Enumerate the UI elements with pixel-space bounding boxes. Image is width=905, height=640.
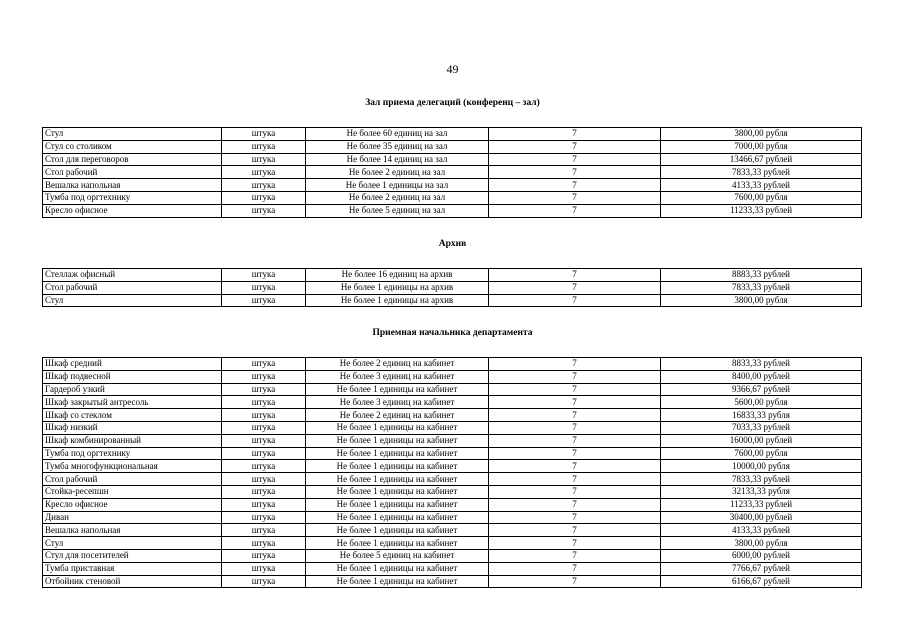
term-cell: 7: [489, 294, 661, 307]
unit-cell: штука: [222, 447, 306, 460]
price-cell: 8833,33 рублей: [661, 358, 862, 371]
price-cell: 7033,33 рублей: [661, 421, 862, 434]
norm-cell: Не более 2 единиц на кабинет: [306, 409, 489, 422]
term-cell: 7: [489, 128, 661, 141]
term-cell: 7: [489, 537, 661, 550]
term-cell: 7: [489, 549, 661, 562]
norm-cell: Не более 1 единицы на кабинет: [306, 562, 489, 575]
price-cell: 32133,33 рубля: [661, 485, 862, 498]
item-name-cell: Шкаф подвесной: [43, 370, 222, 383]
table-row: [43, 434, 862, 447]
item-name-cell: Кресло офисное: [43, 498, 222, 511]
price-cell: 7833,33 рублей: [661, 281, 862, 294]
term-cell: 7: [489, 396, 661, 409]
unit-cell: штука: [222, 269, 306, 282]
price-cell: 3800,00 рубля: [661, 128, 862, 141]
norm-cell: Не более 1 единицы на кабинет: [306, 485, 489, 498]
unit-cell: штука: [222, 370, 306, 383]
price-cell: 11233,33 рублей: [661, 204, 862, 217]
unit-cell: штука: [222, 204, 306, 217]
table-row: [43, 128, 862, 141]
unit-cell: штука: [222, 396, 306, 409]
item-name-cell: Стул для посетителей: [43, 549, 222, 562]
term-cell: 7: [489, 460, 661, 473]
table-row: [43, 358, 862, 371]
price-cell: 8400,00 рублей: [661, 370, 862, 383]
unit-cell: штука: [222, 434, 306, 447]
price-cell: 7600,00 рубля: [661, 191, 862, 204]
table-row: [43, 549, 862, 562]
price-cell: 7833,33 рублей: [661, 473, 862, 486]
table-row: [43, 294, 862, 307]
term-cell: 7: [489, 575, 661, 588]
term-cell: 7: [489, 409, 661, 422]
norm-cell: Не более 1 единицы на кабинет: [306, 511, 489, 524]
unit-cell: штука: [222, 524, 306, 537]
norm-cell: Не более 35 единиц на зал: [306, 140, 489, 153]
table-conference-hall: [42, 127, 862, 218]
item-name-cell: Вешалка напольная: [43, 524, 222, 537]
term-cell: 7: [489, 498, 661, 511]
table-row: [43, 281, 862, 294]
page-number: 49: [446, 62, 459, 76]
unit-cell: штука: [222, 409, 306, 422]
unit-cell: штука: [222, 485, 306, 498]
norm-cell: Не более 3 единиц на кабинет: [306, 370, 489, 383]
term-cell: 7: [489, 370, 661, 383]
item-name-cell: Стол рабочий: [43, 166, 222, 179]
price-cell: 16833,33 рубля: [661, 409, 862, 422]
unit-cell: штука: [222, 537, 306, 550]
unit-cell: штука: [222, 294, 306, 307]
term-cell: 7: [489, 485, 661, 498]
term-cell: 7: [489, 383, 661, 396]
norm-cell: Не более 1 единицы на кабинет: [306, 383, 489, 396]
unit-cell: штука: [222, 191, 306, 204]
item-name-cell: Шкаф со стеклом: [43, 409, 222, 422]
term-cell: 7: [489, 140, 661, 153]
price-cell: 3800,00 рубля: [661, 537, 862, 550]
item-name-cell: Стул: [43, 128, 222, 141]
item-name-cell: Тумба многофункциональная: [43, 460, 222, 473]
norm-cell: Не более 3 единиц на кабинет: [306, 396, 489, 409]
unit-cell: штука: [222, 575, 306, 588]
unit-cell: штука: [222, 358, 306, 371]
table-row: [43, 370, 862, 383]
table-row: [43, 537, 862, 550]
norm-cell: Не более 2 единиц на кабинет: [306, 358, 489, 371]
term-cell: 7: [489, 562, 661, 575]
item-name-cell: Стойка-ресепшн: [43, 485, 222, 498]
item-name-cell: Шкаф средний: [43, 358, 222, 371]
item-name-cell: Стол рабочий: [43, 281, 222, 294]
unit-cell: штука: [222, 511, 306, 524]
price-cell: 11233,33 рублей: [661, 498, 862, 511]
table-row: [43, 421, 862, 434]
item-name-cell: Тумба под оргтехнику: [43, 447, 222, 460]
table-row: [43, 204, 862, 217]
table-row: [43, 562, 862, 575]
norm-cell: Не более 2 единиц на зал: [306, 166, 489, 179]
norm-cell: Не более 14 единиц на зал: [306, 153, 489, 166]
price-cell: 7833,33 рублей: [661, 166, 862, 179]
section-title-archive: Архив: [438, 239, 467, 249]
price-cell: 4133,33 рублей: [661, 524, 862, 537]
item-name-cell: Стеллаж офисный: [43, 269, 222, 282]
table-reception: [42, 357, 862, 588]
norm-cell: Не более 1 единицы на архив: [306, 294, 489, 307]
item-name-cell: Отбойник стеновой: [43, 575, 222, 588]
term-cell: 7: [489, 421, 661, 434]
norm-cell: Не более 16 единиц на архив: [306, 269, 489, 282]
table-row: [43, 511, 862, 524]
norm-cell: Не более 1 единицы на кабинет: [306, 524, 489, 537]
term-cell: 7: [489, 281, 661, 294]
price-cell: 9366,67 рублей: [661, 383, 862, 396]
unit-cell: штука: [222, 498, 306, 511]
term-cell: 7: [489, 204, 661, 217]
item-name-cell: Гардероб узкий: [43, 383, 222, 396]
section-title-conference-hall: Зал приема делегаций (конференц – зал): [365, 98, 540, 108]
term-cell: 7: [489, 191, 661, 204]
price-cell: 7766,67 рублей: [661, 562, 862, 575]
item-name-cell: Тумба под оргтехнику: [43, 191, 222, 204]
table-row: [43, 191, 862, 204]
unit-cell: штука: [222, 281, 306, 294]
price-cell: 30400,00 рублей: [661, 511, 862, 524]
unit-cell: штука: [222, 179, 306, 192]
term-cell: 7: [489, 358, 661, 371]
unit-cell: штука: [222, 562, 306, 575]
price-cell: 10000,00 рубля: [661, 460, 862, 473]
price-cell: 6000,00 рублей: [661, 549, 862, 562]
table-row: [43, 409, 862, 422]
norm-cell: Не более 1 единицы на кабинет: [306, 537, 489, 550]
table-row: [43, 179, 862, 192]
item-name-cell: Шкаф низкий: [43, 421, 222, 434]
term-cell: 7: [489, 511, 661, 524]
term-cell: 7: [489, 524, 661, 537]
price-cell: 7600,00 рубля: [661, 447, 862, 460]
price-cell: 8883,33 рублей: [661, 269, 862, 282]
price-cell: 7000,00 рубля: [661, 140, 862, 153]
unit-cell: штука: [222, 473, 306, 486]
table-row: [43, 460, 862, 473]
norm-cell: Не более 1 единицы на кабинет: [306, 447, 489, 460]
norm-cell: Не более 1 единицы на архив: [306, 281, 489, 294]
term-cell: 7: [489, 179, 661, 192]
table-row: [43, 166, 862, 179]
norm-cell: Не более 1 единицы на кабинет: [306, 575, 489, 588]
item-name-cell: Шкаф комбинированный: [43, 434, 222, 447]
item-name-cell: Стул со столиком: [43, 140, 222, 153]
norm-cell: Не более 2 единиц на зал: [306, 191, 489, 204]
table-row: [43, 447, 862, 460]
section-title-reception: Приемная начальника департамента: [372, 328, 533, 338]
price-cell: 13466,67 рублей: [661, 153, 862, 166]
table-row: [43, 269, 862, 282]
norm-cell: Не более 1 единицы на кабинет: [306, 498, 489, 511]
norm-cell: Не более 1 единицы на кабинет: [306, 421, 489, 434]
unit-cell: штука: [222, 128, 306, 141]
item-name-cell: Тумба приставная: [43, 562, 222, 575]
item-name-cell: Кресло офисное: [43, 204, 222, 217]
table-row: [43, 524, 862, 537]
table-row: [43, 575, 862, 588]
table-row: [43, 383, 862, 396]
price-cell: 5600,00 рубля: [661, 396, 862, 409]
unit-cell: штука: [222, 549, 306, 562]
unit-cell: штука: [222, 383, 306, 396]
unit-cell: штука: [222, 153, 306, 166]
term-cell: 7: [489, 153, 661, 166]
table-row: [43, 153, 862, 166]
price-cell: 16000,00 рублей: [661, 434, 862, 447]
item-name-cell: Стол рабочий: [43, 473, 222, 486]
term-cell: 7: [489, 473, 661, 486]
table-row: [43, 140, 862, 153]
price-cell: 3800,00 рубля: [661, 294, 862, 307]
term-cell: 7: [489, 166, 661, 179]
item-name-cell: Стул: [43, 537, 222, 550]
norm-cell: Не более 60 единиц на зал: [306, 128, 489, 141]
price-cell: 6166,67 рублей: [661, 575, 862, 588]
norm-cell: Не более 1 единицы на кабинет: [306, 460, 489, 473]
term-cell: 7: [489, 434, 661, 447]
term-cell: 7: [489, 269, 661, 282]
item-name-cell: Шкаф закрытый антресоль: [43, 396, 222, 409]
norm-cell: Не более 1 единицы на кабинет: [306, 434, 489, 447]
term-cell: 7: [489, 447, 661, 460]
price-cell: 4133,33 рублей: [661, 179, 862, 192]
unit-cell: штука: [222, 166, 306, 179]
unit-cell: штука: [222, 460, 306, 473]
norm-cell: Не более 1 единицы на кабинет: [306, 473, 489, 486]
table-row: [43, 498, 862, 511]
norm-cell: Не более 5 единиц на кабинет: [306, 549, 489, 562]
table-row: [43, 485, 862, 498]
table-row: [43, 396, 862, 409]
unit-cell: штука: [222, 421, 306, 434]
unit-cell: штука: [222, 140, 306, 153]
item-name-cell: Стол для переговоров: [43, 153, 222, 166]
item-name-cell: Вешалка напольная: [43, 179, 222, 192]
table-archive: [42, 268, 862, 307]
item-name-cell: Стул: [43, 294, 222, 307]
norm-cell: Не более 1 единицы на зал: [306, 179, 489, 192]
table-row: [43, 473, 862, 486]
item-name-cell: Диван: [43, 511, 222, 524]
norm-cell: Не более 5 единиц на зал: [306, 204, 489, 217]
